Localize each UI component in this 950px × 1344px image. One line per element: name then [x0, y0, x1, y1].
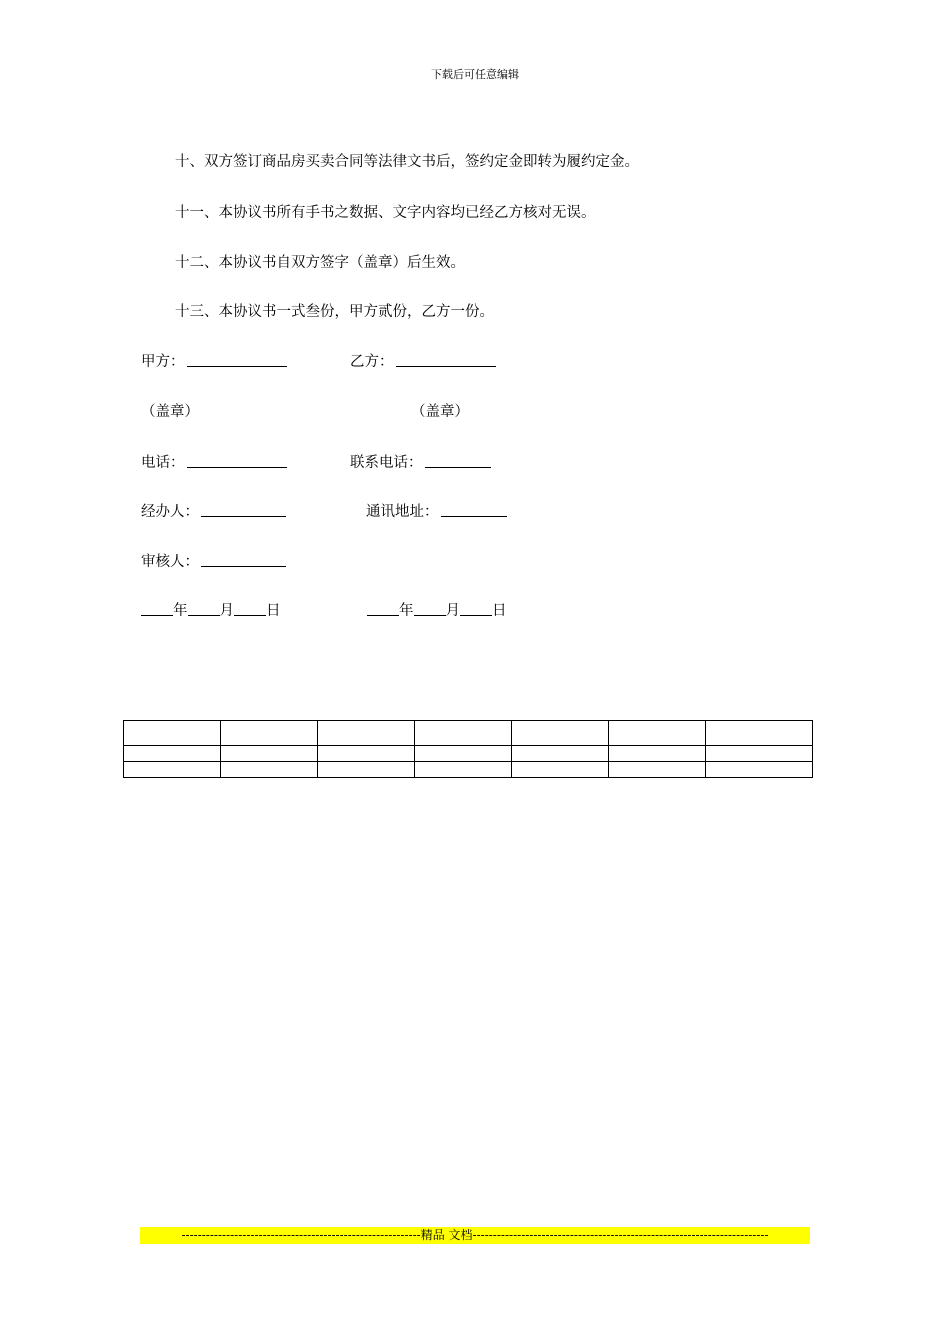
clause-12: 十二、本协议书自双方签字（盖章）后生效。	[175, 255, 465, 271]
empty-table	[123, 720, 813, 778]
date-a-day-blank[interactable]	[234, 614, 266, 616]
reviewer-field	[141, 550, 286, 571]
table-cell[interactable]	[512, 762, 609, 778]
date-a-year-label: 年	[173, 603, 188, 619]
party-b-blank[interactable]	[396, 365, 496, 367]
table-cell[interactable]	[318, 746, 415, 762]
table-cell[interactable]	[609, 746, 706, 762]
table-cell[interactable]	[124, 762, 221, 778]
party-b-label: 乙方：	[350, 354, 394, 370]
date-a-month-label: 月	[219, 603, 234, 619]
date-b	[367, 599, 507, 620]
reviewer-blank[interactable]	[201, 565, 286, 567]
address-field	[366, 500, 507, 521]
seal-b: （盖章）	[411, 404, 469, 420]
footer-right-dashes: -------------------------------------------------------------------------	[472, 1228, 769, 1242]
table-cell[interactable]	[415, 746, 512, 762]
date-b-year-blank[interactable]	[367, 614, 399, 616]
table-cell[interactable]	[221, 721, 318, 746]
footer-label: 精品 文档	[420, 1228, 473, 1242]
phone-blank[interactable]	[187, 466, 287, 468]
date-b-month-blank[interactable]	[414, 614, 446, 616]
handler-label: 经办人：	[141, 504, 199, 520]
date-b-day-blank[interactable]	[460, 614, 492, 616]
page-header: 下载后可任意编辑	[431, 68, 519, 81]
handler-field	[141, 500, 286, 521]
table-cell[interactable]	[512, 721, 609, 746]
table-cell[interactable]	[415, 721, 512, 746]
table-cell[interactable]	[221, 762, 318, 778]
contact-phone-label: 联系电话：	[350, 455, 423, 471]
table-cell[interactable]	[706, 746, 813, 762]
table-row	[124, 746, 813, 762]
date-a-day-label: 日	[266, 603, 281, 619]
reviewer-label: 审核人：	[141, 554, 199, 570]
table-row	[124, 762, 813, 778]
table-cell[interactable]	[609, 721, 706, 746]
date-a-month-blank[interactable]	[188, 614, 220, 616]
table-cell[interactable]	[609, 762, 706, 778]
clause-10: 十、双方签订商品房买卖合同等法律文书后，签约定金即转为履约定金。	[175, 154, 639, 170]
date-a-year-blank[interactable]	[141, 614, 173, 616]
clause-13: 十三、本协议书一式叁份，甲方贰份，乙方一份。	[175, 304, 494, 320]
contact-phone-field	[350, 451, 491, 472]
table-cell[interactable]	[221, 746, 318, 762]
table-cell[interactable]	[124, 721, 221, 746]
party-a-label: 甲方：	[141, 354, 185, 370]
date-a	[141, 599, 281, 620]
table-cell[interactable]	[124, 746, 221, 762]
table-cell[interactable]	[318, 762, 415, 778]
phone-field	[141, 451, 287, 472]
table-cell[interactable]	[706, 762, 813, 778]
party-a-field	[141, 350, 287, 371]
handler-blank[interactable]	[201, 515, 286, 517]
address-label: 通讯地址：	[366, 504, 439, 520]
party-a-blank[interactable]	[187, 365, 287, 367]
table-cell[interactable]	[415, 762, 512, 778]
phone-label: 电话：	[141, 455, 185, 471]
date-b-year-label: 年	[399, 603, 414, 619]
contact-phone-blank[interactable]	[425, 466, 491, 468]
table-row	[124, 721, 813, 746]
clause-11: 十一、本协议书所有手书之数据、文字内容均已经乙方核对无误。	[175, 205, 596, 221]
date-b-month-label: 月	[445, 603, 460, 619]
seal-a: （盖章）	[141, 404, 199, 420]
address-blank[interactable]	[441, 515, 507, 517]
table-cell[interactable]	[318, 721, 415, 746]
footer-banner	[140, 1227, 810, 1244]
party-b-field	[350, 350, 496, 371]
date-b-day-label: 日	[492, 603, 507, 619]
footer-left-dashes: -----------------------------------------------------------	[181, 1228, 421, 1242]
table-cell[interactable]	[512, 746, 609, 762]
table-cell[interactable]	[706, 721, 813, 746]
